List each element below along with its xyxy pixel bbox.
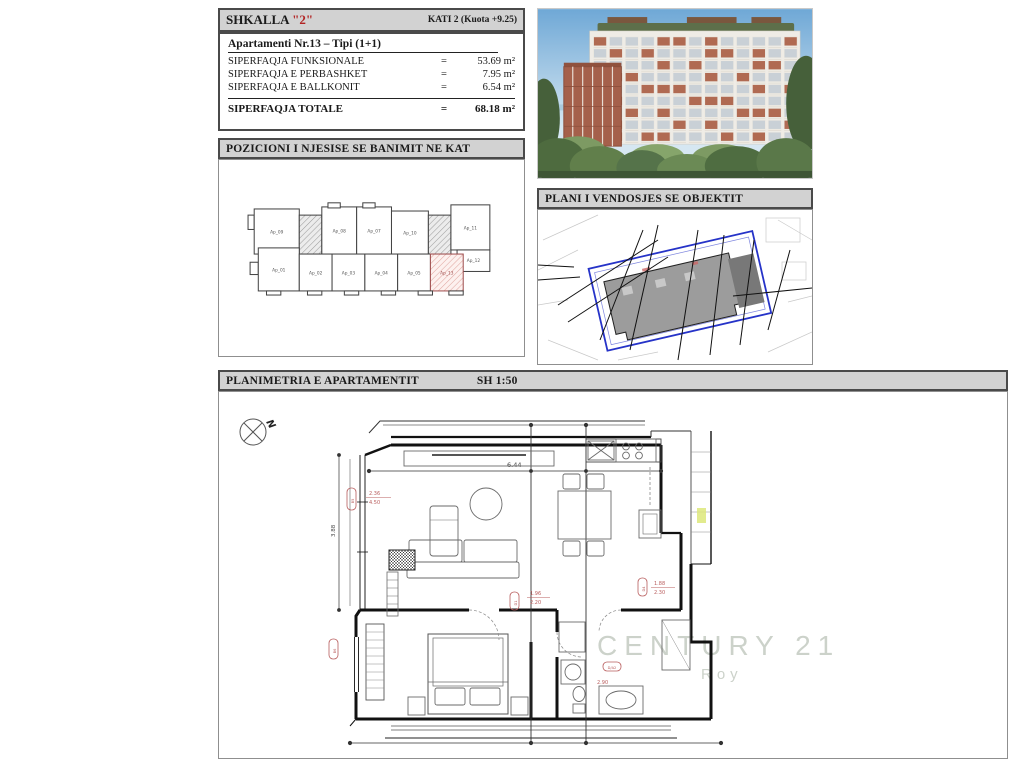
- equals-sign: =: [440, 103, 448, 115]
- pillow: [435, 688, 465, 705]
- dim-red: 2.30: [654, 590, 666, 596]
- kitchen-counter: [586, 439, 661, 462]
- area-table: [228, 55, 515, 94]
- door-tag: D4: [642, 586, 646, 592]
- watermark-brand: CENTURY 21: [597, 630, 841, 661]
- floor-key-plan: [246, 198, 496, 306]
- area-value: 7.95 m²: [482, 69, 515, 80]
- dining-table: [558, 491, 611, 539]
- area-label: SIPERFAQJA E BALLKONIT: [228, 82, 360, 93]
- dim-red: 4.50: [369, 500, 381, 506]
- position-section-title: POZICIONI I NJESISE SE BANIMIT NE KAT: [218, 138, 525, 159]
- area-value: 6.54 m²: [482, 82, 515, 93]
- area-value: 53.69 m²: [477, 56, 515, 67]
- highlighted-unit-label: Ap_13: [440, 271, 454, 277]
- plan-title-text: PLANIMETRIA E APARTAMENTIT: [226, 374, 419, 387]
- building-render-photo: [537, 8, 813, 179]
- door-tag: D1: [514, 600, 518, 606]
- dim-red: 1.96: [530, 591, 542, 597]
- unit-label: Ap_05: [407, 271, 421, 277]
- door-swing: [599, 610, 621, 632]
- apartment-title: Apartamenti Nr.13 – Tipi (1+1): [228, 37, 498, 53]
- stair-core: [299, 215, 322, 254]
- watermark-agency: Roy: [701, 666, 743, 683]
- stove: [616, 439, 656, 462]
- plan-section-title: [218, 370, 1008, 391]
- position-section-box: [218, 159, 525, 357]
- walls: [350, 431, 711, 726]
- chair: [587, 541, 604, 556]
- wardrobe: [366, 624, 384, 700]
- shkalla-label: SHKALLA: [226, 12, 289, 27]
- door-swing: [557, 632, 582, 657]
- north-arrow-icon: [240, 418, 277, 445]
- unit-label: Ap_09: [270, 230, 284, 236]
- sofa-back: [407, 562, 519, 578]
- chair: [563, 541, 580, 556]
- unit-label: Ap_08: [332, 229, 346, 235]
- unit-label: Ap_11: [463, 226, 478, 232]
- site-section-box: [537, 209, 813, 365]
- floor-elevation-label: KATI 2 (Kuota +9.25): [427, 15, 517, 25]
- unit-label: Ap_03: [341, 271, 356, 277]
- sofa-cushion: [464, 540, 517, 562]
- staircase-title: [226, 12, 313, 28]
- unit-label: Ap_10: [403, 231, 417, 237]
- highlight-marker: [697, 508, 706, 523]
- dim-left-height: 3.88: [331, 524, 337, 537]
- window-tag: B5: [351, 498, 355, 504]
- unit-label: Ap_12: [466, 259, 481, 265]
- stair-core: [428, 215, 451, 254]
- dim-red: 2.90: [597, 680, 609, 686]
- chair: [563, 474, 580, 489]
- staircase-header: [218, 8, 525, 32]
- table-row: [228, 81, 515, 94]
- total-row: [228, 98, 515, 115]
- dim-red: 1.88: [654, 581, 666, 587]
- site-plan: [538, 210, 812, 364]
- dim-red: 2.20: [530, 600, 542, 606]
- apartment-info-box: [218, 32, 525, 131]
- window-tag: B6: [333, 648, 337, 654]
- furniture: [366, 439, 706, 715]
- tv-cabinet: [404, 451, 554, 466]
- table-row: [228, 68, 515, 81]
- equals-sign: =: [441, 56, 447, 67]
- chair: [587, 474, 604, 489]
- nightstand: [408, 697, 425, 715]
- unit-label: Ap_01: [272, 268, 286, 274]
- unit-label: Ap_02: [309, 271, 323, 277]
- toilet: [573, 687, 585, 702]
- total-label: SIPERFAQJA TOTALE: [228, 103, 344, 115]
- unit-label: Ap_07: [367, 229, 381, 235]
- lounge-chair: [430, 506, 458, 556]
- nightstand: [511, 697, 528, 715]
- building-render: [538, 9, 812, 178]
- area-label: SIPERFAQJA E PERBASHKET: [228, 69, 368, 80]
- dim-total-width: 6.44: [507, 461, 522, 469]
- bath-cabinet: [559, 622, 585, 652]
- total-value: 68.18 m²: [475, 103, 515, 115]
- pillow: [470, 688, 500, 705]
- unit-label: Ap_04: [374, 271, 388, 277]
- site-section-title: PLANI I VENDOSJES SE OBJEKTIT: [537, 188, 813, 209]
- round-table: [470, 488, 502, 520]
- door-tag: D/A2: [607, 666, 617, 670]
- shkalla-number: "2": [292, 12, 314, 27]
- dim-red: 2.36: [369, 491, 381, 497]
- structural-column: [389, 550, 415, 570]
- table-row: [228, 55, 515, 68]
- equals-sign: =: [441, 82, 447, 93]
- area-label: SIPERFAQJA FUNKSIONALE: [228, 56, 365, 67]
- bath-sink: [606, 691, 636, 709]
- sofa-cushion: [409, 540, 462, 562]
- north-label: N: [263, 418, 278, 431]
- plan-scale-label: SH 1:50: [476, 374, 518, 387]
- apartment-floor-plan: [219, 392, 1007, 758]
- equals-sign: =: [441, 69, 447, 80]
- apartment-plan-box: [218, 391, 1008, 759]
